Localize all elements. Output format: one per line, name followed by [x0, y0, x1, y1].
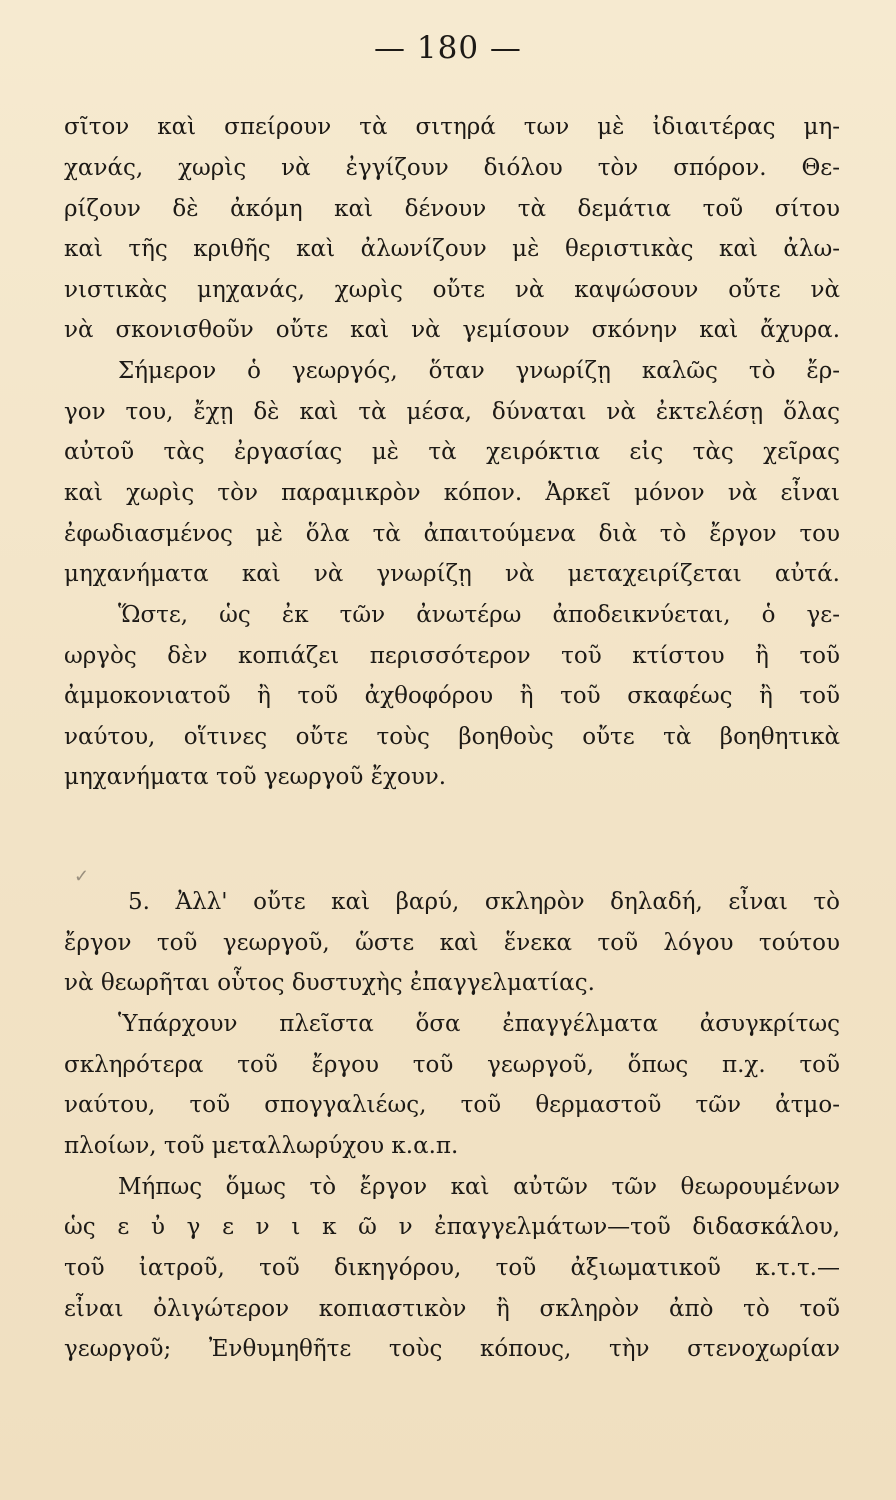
text-line: νιστικὰς μηχανάς, χωρὶς οὔτε νὰ καψώσουν οὔτε νὰ [64, 277, 840, 303]
text-line: ὡς ε ὐ γ ε ν ι κ ῶ ν ἐπαγγελμάτων—τοῦ διδασκάλου, [64, 1214, 840, 1240]
text-line: μηχανήματα καὶ νὰ γνωρίζῃ νὰ μεταχειρίζεται αὐτά. [64, 561, 840, 587]
text-line: ἐφωδιασμένος μὲ ὅλα τὰ ἀπαιτούμενα διὰ τὸ ἔργον του [64, 521, 840, 547]
text-line: Ὥστε, ὡς ἐκ τῶν ἀνωτέρω ἀποδεικνύεται, ὁ γε- [118, 602, 840, 628]
text-line: αὐτοῦ τὰς ἐργασίας μὲ τὰ χειρόκτια εἰς τὰς χεῖρας [64, 439, 840, 465]
text-line: ναύτου, τοῦ σπογγαλιέως, τοῦ θερμαστοῦ τῶν ἀτμο- [64, 1092, 840, 1118]
text-line: ἔργον τοῦ γεωργοῦ, ὥστε καὶ ἕνεκα τοῦ λόγου τούτου [64, 930, 840, 956]
text-line: καὶ τῆς κριθῆς καὶ ἀλωνίζουν μὲ θεριστικὰς καὶ ἀλω- [64, 236, 840, 262]
margin-mark: ✓ [74, 866, 90, 887]
text-line: καὶ χωρὶς τὸν παραμικρὸν κόπον. Ἀρκεῖ μόνον νὰ εἶναι [64, 480, 840, 506]
text-line: νὰ θεωρῆται οὗτος δυστυχὴς ἐπαγγελματίας. [64, 970, 595, 996]
text-line: Ὑπάρχουν πλεῖστα ὅσα ἐπαγγέλματα ἀσυγκρίτως [118, 1011, 840, 1037]
text-line: χανάς, χωρὶς νὰ ἐγγίζουν διόλου τὸν σπόρον. Θε- [64, 155, 840, 181]
text-line: ρίζουν δὲ ἀκόμη καὶ δένουν τὰ δεμάτια τοῦ σίτου [64, 196, 840, 222]
text-line: νὰ σκονισθοῦν οὔτε καὶ νὰ γεμίσουν σκόνην καὶ ἄχυρα. [64, 317, 840, 343]
text-line: ωργὸς δὲν κοπιάζει περισσότερον τοῦ κτίστου ἢ τοῦ [64, 643, 840, 669]
text-line: μηχανήματα τοῦ γεωργοῦ ἔχουν. [64, 764, 447, 790]
text-line: τοῦ ἰατροῦ, τοῦ δικηγόρου, τοῦ ἀξιωματικοῦ κ.τ.τ.— [64, 1255, 840, 1281]
text-line: ναύτου, οἵτινες οὔτε τοὺς βοηθοὺς οὔτε τὰ βοηθητικὰ [64, 724, 840, 750]
page-number: — 180 — [374, 30, 522, 66]
text-line: πλοίων, τοῦ μεταλλωρύχου κ.α.π. [64, 1133, 459, 1159]
text-line: σῖτον καὶ σπείρουν τὰ σιτηρά των μὲ ἰδιαιτέρας μη- [64, 114, 840, 140]
text-line: γεωργοῦ; Ἐνθυμηθῆτε τοὺς κόπους, τὴν στενοχωρίαν [64, 1336, 840, 1362]
text-line: σκληρότερα τοῦ ἔργου τοῦ γεωργοῦ, ὅπως π.χ. τοῦ [64, 1052, 840, 1078]
text-line: Μήπως ὅμως τὸ ἔργον καὶ αὐτῶν τῶν θεωρουμένων [118, 1174, 840, 1200]
text-line: εἶναι ὀλιγώτερον κοπιαστικὸν ἢ σκληρὸν ἀπὸ τὸ τοῦ [64, 1296, 840, 1322]
text-line: 5. Ἀλλ' οὔτε καὶ βαρύ, σκληρὸν δηλαδή, εἶναι τὸ [128, 889, 840, 915]
text-line: Σήμερον ὁ γεωργός, ὅταν γνωρίζῃ καλῶς τὸ ἔρ- [118, 358, 840, 384]
text-line: ἀμμοκονιατοῦ ἢ τοῦ ἀχθοφόρου ἢ τοῦ σκαφέως ἢ τοῦ [64, 683, 840, 709]
text-line: γον του, ἔχῃ δὲ καὶ τὰ μέσα, δύναται νὰ ἐκτελέσῃ ὅλας [64, 399, 840, 425]
